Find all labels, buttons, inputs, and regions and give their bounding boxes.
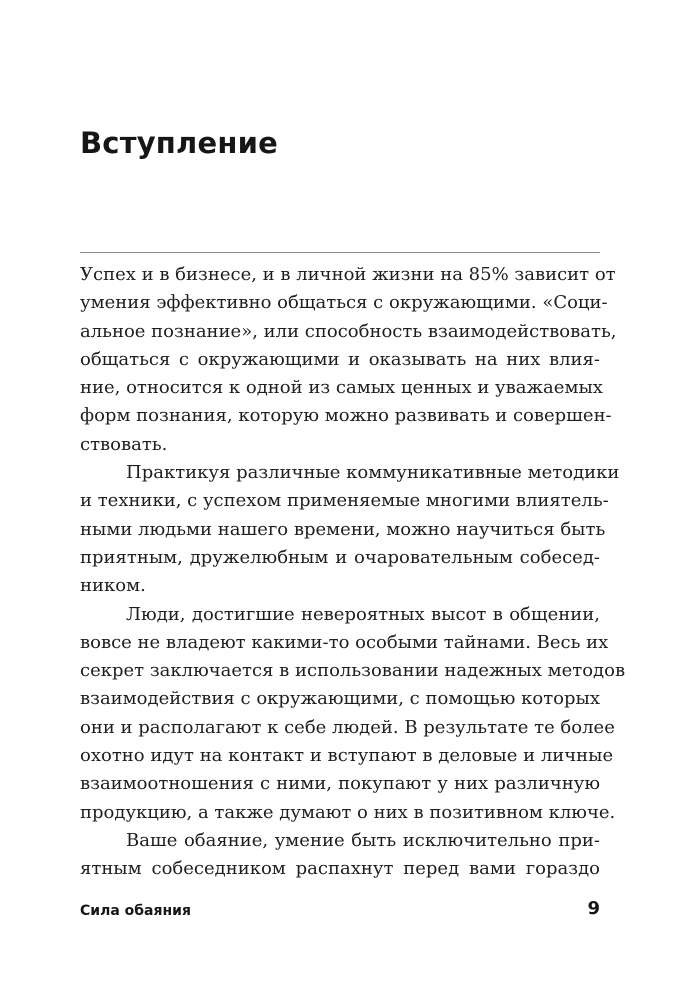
chapter-title: Вступление [80, 126, 278, 160]
text-line: ником. [80, 575, 146, 597]
text-line: они и располагают к себе людей. В результате те более [80, 716, 615, 738]
paragraph-3 [80, 601, 626, 827]
text-line: взаимодействия с окружающими, с помощью которых [80, 688, 600, 710]
text-line: приятным, дружелюбным и очаровательным собесед- [80, 546, 600, 568]
text-line: ятным собеседником распахнут перед вами гораздо [80, 858, 600, 880]
text-line: Ваше обаяние, умение быть исключительно при- [126, 829, 600, 851]
text-line: Успех и в бизнесе, и в личной жизни на 85% зависит от [80, 264, 616, 285]
paragraph-1 [80, 261, 617, 459]
title-divider [80, 252, 600, 253]
text-line: альное познание», или способность взаимодействовать, [80, 320, 617, 342]
paragraph-2 [80, 459, 620, 600]
text-line: продукцию, а также думают о них в позитивном ключе. [80, 801, 616, 823]
text-line: вовсе не владеют какими-то особыми тайнами. Весь их [80, 631, 609, 653]
text-line: общаться с окружающими и оказывать на них влия- [80, 348, 600, 370]
text-line: и техники, с успехом применяемые многими влиятель- [80, 490, 609, 512]
text-line: умения эффективно общаться с окружающими. «Соци- [80, 292, 608, 314]
text-line: секрет заключается в использовании надежных методов [80, 660, 626, 682]
body-text [80, 261, 626, 884]
text-line: Люди, достигшие невероятных высот в общении, [126, 603, 600, 625]
text-line: ными людьми нашего времени, можно научиться быть [80, 518, 606, 540]
text-line: Практикуя различные коммуникативные методики [126, 462, 620, 484]
running-footer-book-title: Сила обаяния [80, 903, 191, 919]
text-line: ние, относится к одной из самых ценных и уважаемых [80, 377, 603, 399]
text-line: ствовать. [80, 433, 168, 455]
text-line: форм познания, которую можно развивать и совершен- [80, 405, 612, 427]
paragraph-4 [80, 827, 600, 884]
text-line: охотно идут на контакт и вступают в деловые и личные [80, 745, 614, 767]
text-line: взаимоотношения с ними, покупают у них различную [80, 773, 600, 795]
page-number: 9 [587, 898, 600, 919]
